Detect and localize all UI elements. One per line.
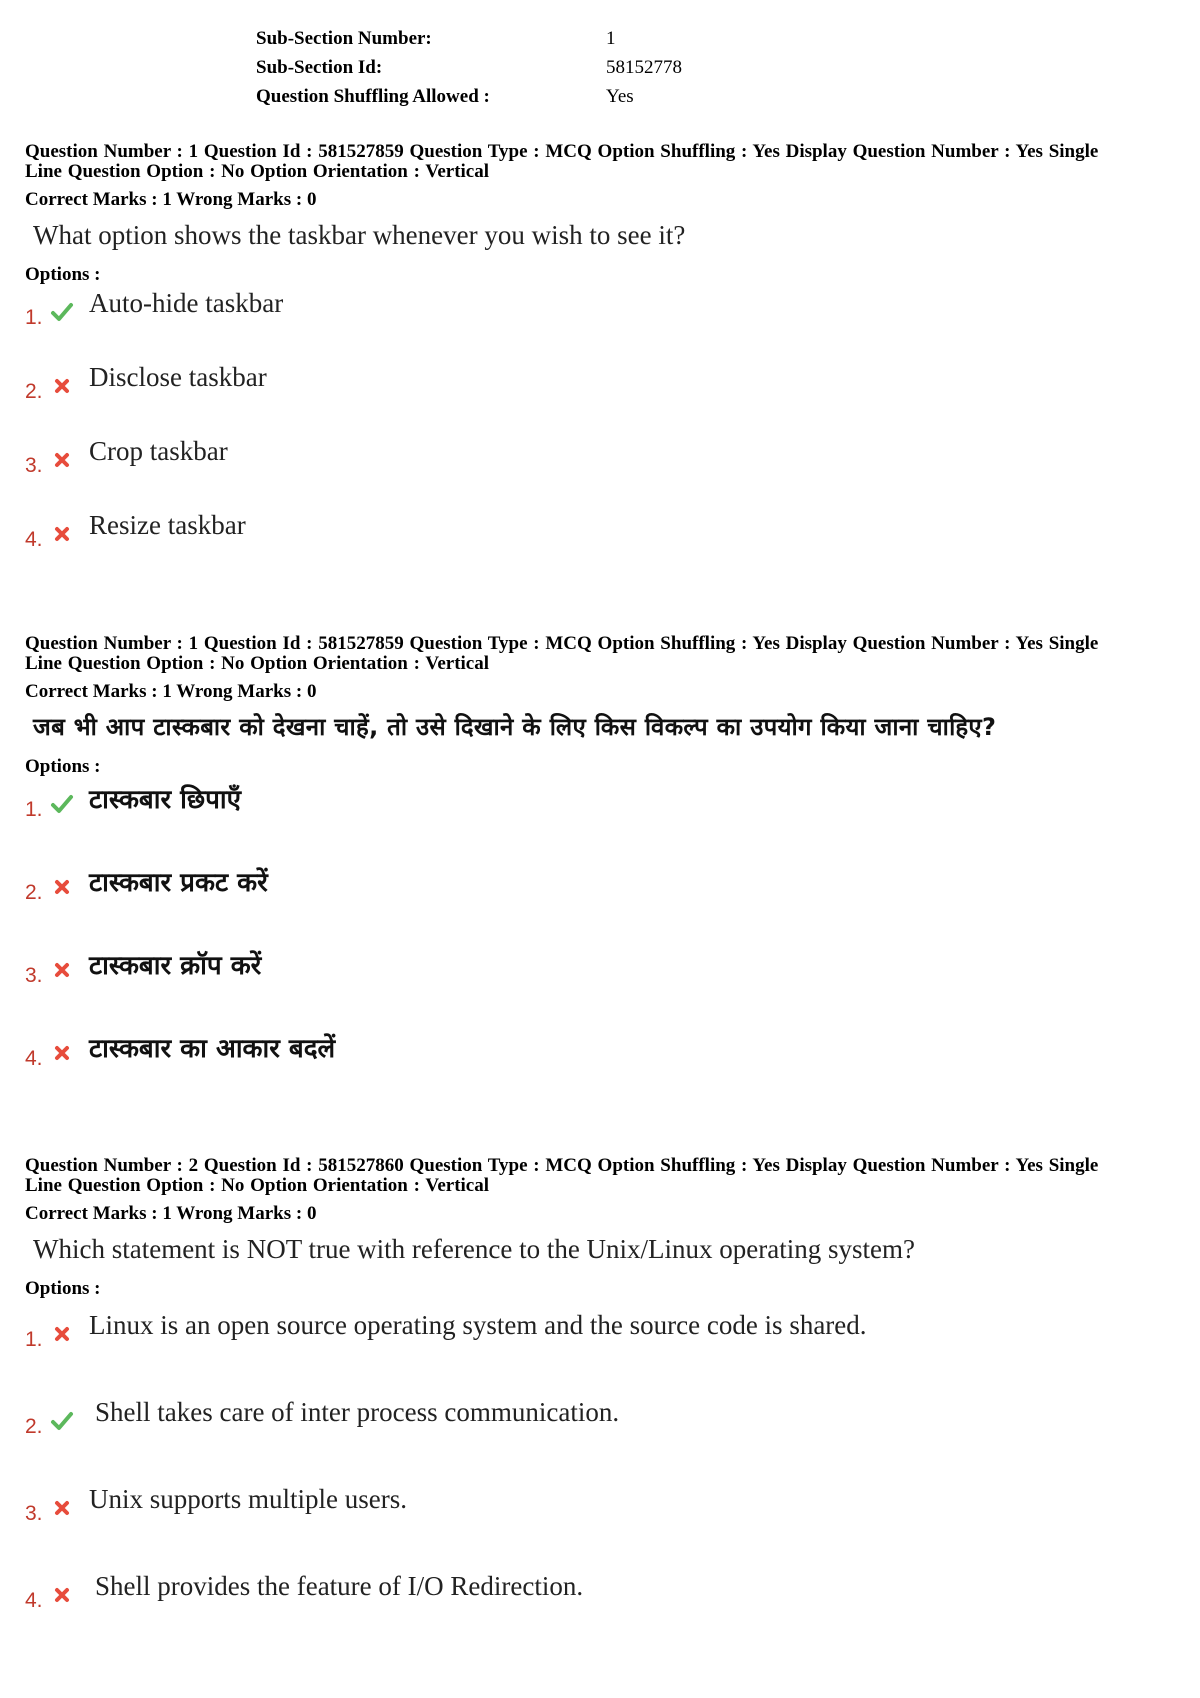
cross-icon [50, 1041, 74, 1065]
question-meta [25, 1156, 1185, 1196]
options-label: Options : [25, 1278, 101, 1299]
options-list [25, 288, 1185, 584]
option-item [25, 863, 1185, 946]
option-text: Shell takes care of inter process communication. [95, 1397, 620, 1427]
option-number: 2. [25, 1415, 43, 1438]
options-label: Options : [25, 264, 101, 285]
question-marks: Correct Marks : 1 Wrong Marks : 0 [25, 1203, 317, 1224]
option-item [25, 1571, 1185, 1658]
option-item [25, 436, 1185, 510]
question-meta-line: Question Number : 1 Question Id : 581527859 Question Type : MCQ Option Shuffling : Yes Display Question Number : Yes Single [25, 141, 1099, 162]
check-icon [50, 1409, 74, 1433]
question-marks: Correct Marks : 1 Wrong Marks : 0 [25, 681, 317, 702]
option-item [25, 1029, 1185, 1112]
option-text: Disclose taskbar [89, 362, 267, 392]
question-meta [25, 142, 1185, 182]
option-text: Shell provides the feature of I/O Redirection. [95, 1571, 584, 1601]
question-block [25, 1156, 1185, 1658]
question-text: जब भी आप टास्कबार को देखना चाहें, तो उसे दिखाने के लिए किस विकल्प का उपयोग किया जाना चाहिए? [33, 713, 997, 741]
options-list [25, 1310, 1185, 1658]
option-item [25, 362, 1185, 436]
question-marks: Correct Marks : 1 Wrong Marks : 0 [25, 189, 317, 210]
options-list [25, 780, 1185, 1112]
question-block [25, 634, 1185, 1112]
question-block [25, 142, 1185, 584]
question-shuffling-value: Yes [606, 86, 634, 107]
question-meta-line: Line Question Option : No Option Orientation : Vertical [25, 161, 490, 182]
option-item [25, 1397, 1185, 1484]
question-shuffling-label: Question Shuffling Allowed : [256, 86, 490, 107]
option-number: 3. [25, 454, 43, 477]
option-number: 4. [25, 1047, 43, 1070]
option-text: Auto-hide taskbar [89, 288, 284, 318]
question-shuffling-row [256, 82, 682, 111]
option-item [25, 780, 1185, 863]
option-text: टास्कबार क्रॉप करें [89, 951, 262, 981]
cross-icon [50, 1322, 74, 1346]
option-number: 4. [25, 1589, 43, 1612]
cross-icon [50, 958, 74, 982]
option-text: Linux is an open source operating system and the source code is shared. [89, 1310, 867, 1340]
question-meta-line: Question Number : 2 Question Id : 581527860 Question Type : MCQ Option Shuffling : Yes Display Question Number : Yes Single [25, 1155, 1099, 1176]
cross-icon [50, 1496, 74, 1520]
question-text: Which statement is NOT true with reference to the Unix/Linux operating system? [33, 1234, 915, 1264]
option-number: 3. [25, 964, 43, 987]
subsection-info [256, 24, 682, 111]
subsection-number-value: 1 [606, 28, 616, 49]
option-text: टास्कबार प्रकट करें [89, 868, 268, 898]
question-meta-line: Line Question Option : No Option Orientation : Vertical [25, 1175, 490, 1196]
option-text: टास्कबार का आकार बदलें [89, 1034, 336, 1064]
option-item [25, 510, 1185, 584]
subsection-id-value: 58152778 [606, 57, 682, 78]
cross-icon [50, 448, 74, 472]
subsection-id-label: Sub-Section Id: [256, 57, 383, 78]
option-item [25, 1310, 1185, 1397]
cross-icon [50, 875, 74, 899]
cross-icon [50, 522, 74, 546]
option-text: टास्कबार छिपाएँ [89, 785, 242, 815]
option-item [25, 288, 1185, 362]
option-number: 1. [25, 1328, 43, 1351]
subsection-number-row [256, 24, 682, 53]
cross-icon [50, 1583, 74, 1607]
question-meta [25, 634, 1185, 674]
subsection-number-label: Sub-Section Number: [256, 28, 432, 49]
check-icon [50, 300, 74, 324]
option-number: 2. [25, 380, 43, 403]
option-number: 4. [25, 528, 43, 551]
option-text: Resize taskbar [89, 510, 246, 540]
option-text: Crop taskbar [89, 436, 228, 466]
subsection-id-row [256, 53, 682, 82]
cross-icon [50, 374, 74, 398]
option-number: 3. [25, 1502, 43, 1525]
question-text: What option shows the taskbar whenever you wish to see it? [33, 220, 686, 250]
option-item [25, 1484, 1185, 1571]
option-text: Unix supports multiple users. [89, 1484, 407, 1514]
option-number: 1. [25, 798, 43, 821]
check-icon [50, 792, 74, 816]
option-number: 2. [25, 881, 43, 904]
option-item [25, 946, 1185, 1029]
option-number: 1. [25, 306, 43, 329]
question-meta-line: Question Number : 1 Question Id : 581527859 Question Type : MCQ Option Shuffling : Yes Display Question Number : Yes Single [25, 633, 1099, 654]
question-meta-line: Line Question Option : No Option Orientation : Vertical [25, 653, 490, 674]
options-label: Options : [25, 756, 101, 777]
